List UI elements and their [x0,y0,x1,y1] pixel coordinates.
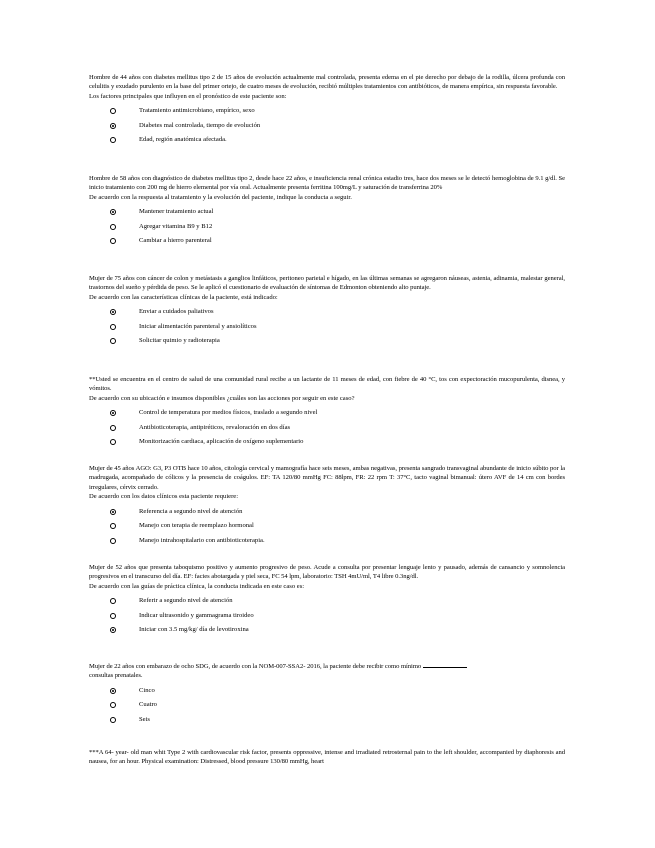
question-prompt: De acuerdo con las guías de práctica clínica, la conducta indicada en este caso es: [89,582,305,590]
option-b[interactable]: Indicar ultrasonido y gammagrama tiroideo [89,609,565,624]
question-prompt: Los factores principales que influyen en el pronóstico de este paciente son: [89,92,287,100]
radio-selected-icon[interactable] [110,410,116,416]
question-stem: Hombre de 44 años con diabetes mellitus tipo 2 de 15 años de evolución actualmente mal controlada, presenta edema en el pie derecho por debajo de la rodilla, úlcera profunda con celulitis y exudado purulento en la base del primer ortejo, de cuatro meses de evolución, recibió múltiples tratamientos con antibióticos, de manera empírica, sin respuesta favorable. [89,74,565,91]
option-a[interactable]: Cinco [89,684,565,699]
radio-unselected-icon[interactable] [110,425,116,431]
option-list [89,505,565,549]
radio-unselected-icon[interactable] [110,338,116,344]
radio-selected-icon[interactable] [110,309,116,315]
option-b[interactable]: Manejo con terapia de reemplazo hormonal [89,519,565,534]
radio-unselected-icon[interactable] [110,702,116,708]
radio-unselected-icon[interactable] [110,238,116,244]
option-c[interactable]: Monitorización cardiaca, aplicación de oxígeno suplementario [89,435,565,450]
question-5 [89,464,565,548]
option-a[interactable]: Referir a segundo nivel de atención [89,594,565,609]
question-prompt: De acuerdo con su ubicación e insumos disponibles ¿cuáles son las acciones por seguir en este caso? [89,394,355,402]
option-b[interactable]: Iniciar alimentación parenteral y ansiolíticos [89,320,565,335]
radio-selected-icon[interactable] [110,688,116,694]
option-list [89,406,565,450]
option-list [89,305,565,349]
option-b[interactable]: Diabetes mal controlada, tiempo de evolución [89,119,565,134]
question-stem: Hombre de 58 años con diagnóstico de diabetes mellitus tipo 2, desde hace 22 años, e insuficiencia renal crónica estadio tres, hace dos meses se le detectó hemoglobina de 9.1 g/dl. Se inicio tratamiento con 200 mg de hierro elemental por vía oral. Actualmente presenta ferritina 100mg/L y saturación de transferrina 20% [89,175,565,192]
option-b[interactable]: Cuatro [89,698,565,713]
option-c[interactable]: Edad, región anatómica afectada. [89,133,565,148]
question-stem: **Usted se encuentra en el centro de salud de una comunidad rural recibe a un lactante de 11 meses de edad, con fiebre de 40 °C, tos con expectoración mucopurulenta, disnea, y vómitos. [89,376,565,393]
question-stem: Mujer de 45 años AGO: G3, P3 OTB hace 10 años, citología cervical y mamografía hace seis meses, ambas negativas, presenta sangrado transvaginal abundante de inicio súbito por la madrugada, acompañado de cólicos y la presencia de coágulos. EF: TA 120/80 mmHg FC: 88lpm, FR: 22 rpm T: 37°C, tacto vaginal bimanual: útero AVF de 14 cm con bordes irregulares, cérvix cerrado. [89,465,565,491]
option-list [89,594,565,638]
radio-selected-icon[interactable] [110,123,116,129]
option-a[interactable]: Control de temperatura por medios físicos, traslado a segundo nivel [89,406,565,421]
option-a[interactable]: Tratamiento antimicrobiano, empírico, sexo [89,104,565,119]
option-b[interactable]: Antibioticoterapia, antipiréticos, revaloración en dos días [89,421,565,436]
answer-blank [423,661,467,668]
radio-unselected-icon[interactable] [110,598,116,604]
question-4 [89,375,565,450]
question-1 [89,73,565,148]
radio-unselected-icon[interactable] [110,717,116,723]
option-list [89,205,565,249]
option-c[interactable]: Cambiar a hierro parenteral [89,234,565,249]
option-b[interactable]: Agregar vitamina B9 y B12 [89,220,565,235]
radio-selected-icon[interactable] [110,509,116,515]
radio-unselected-icon[interactable] [110,137,116,143]
option-c[interactable]: Seis [89,713,565,728]
question-7 [89,661,565,727]
option-c[interactable]: Iniciar con 3.5 mg/kg/ día de levotiroxina [89,623,565,638]
radio-unselected-icon[interactable] [110,324,116,330]
radio-unselected-icon[interactable] [110,613,116,619]
radio-unselected-icon[interactable] [110,523,116,529]
question-stem: Mujer de 75 años con cáncer de colon y metástasis a ganglios linfáticos, peritoneo parietal e hígado, en las últimas semanas se agregaron náuseas, astenia, adinamia, malestar general, trastornos del sueño y pérdida de peso. Se le aplicó el cuestionario de evaluación de síntomas de Edmonton obteniendo alto puntaje. [89,275,565,292]
radio-unselected-icon[interactable] [110,439,116,445]
question-stem: Mujer de 52 años que presenta taboquismo positivo y aumento progresivo de peso. Acude a consulta por presentar lenguaje lento y pausado, además de cansancio y somnolencia progresivos en el transcurso del día. EF: facies abotargada y piel seca, FC 54 lpm, laboratorio: TSH 4mU/ml, T4 libre 0.3ng/dl. [89,564,565,581]
question-6 [89,563,565,638]
question-8-fragment [89,748,565,767]
option-a[interactable]: Mantener tratamiento actual [89,205,565,220]
option-c[interactable]: Solicitar quimio y radioterapia [89,334,565,349]
radio-unselected-icon[interactable] [110,108,116,114]
question-prompt: De acuerdo con la respuesta al tratamiento y la evolución del paciente, indique la conducta a seguir. [89,193,352,201]
question-stem: ***A 64- year- old man whit Type 2 with cardiovascular risk factor, presents oppressive, intense and irradiated retrosternal pain to the left shoulder, accompanied by diaphoresis and nausea, for an hour. Physical examination: Distressed, blood pressure 130/80 mmHg, heart [89,749,565,766]
option-list [89,104,565,148]
question-2 [89,174,565,249]
radio-selected-icon[interactable] [110,209,116,215]
question-prompt: De acuerdo con las características clínicas de la paciente, está indicado: [89,293,278,301]
option-list [89,684,565,728]
question-prompt: De acuerdo con los datos clínicos esta paciente requiere: [89,493,239,501]
radio-selected-icon[interactable] [110,627,116,633]
option-a[interactable]: Enviar a cuidados paliativos [89,305,565,320]
radio-unselected-icon[interactable] [110,224,116,230]
question-3 [89,274,565,349]
radio-unselected-icon[interactable] [110,538,116,544]
question-stem: Mujer de 22 años con embarazo de ocho SDG, de acuerdo con la NOM-007-SSA2- 2016, la paciente debe recibir como mínimo consultas prenatales. [89,661,565,681]
option-a[interactable]: Referencia a segundo nivel de atención [89,505,565,520]
option-c[interactable]: Manejo intrahospitalario con antibioticoterapia. [89,534,565,549]
